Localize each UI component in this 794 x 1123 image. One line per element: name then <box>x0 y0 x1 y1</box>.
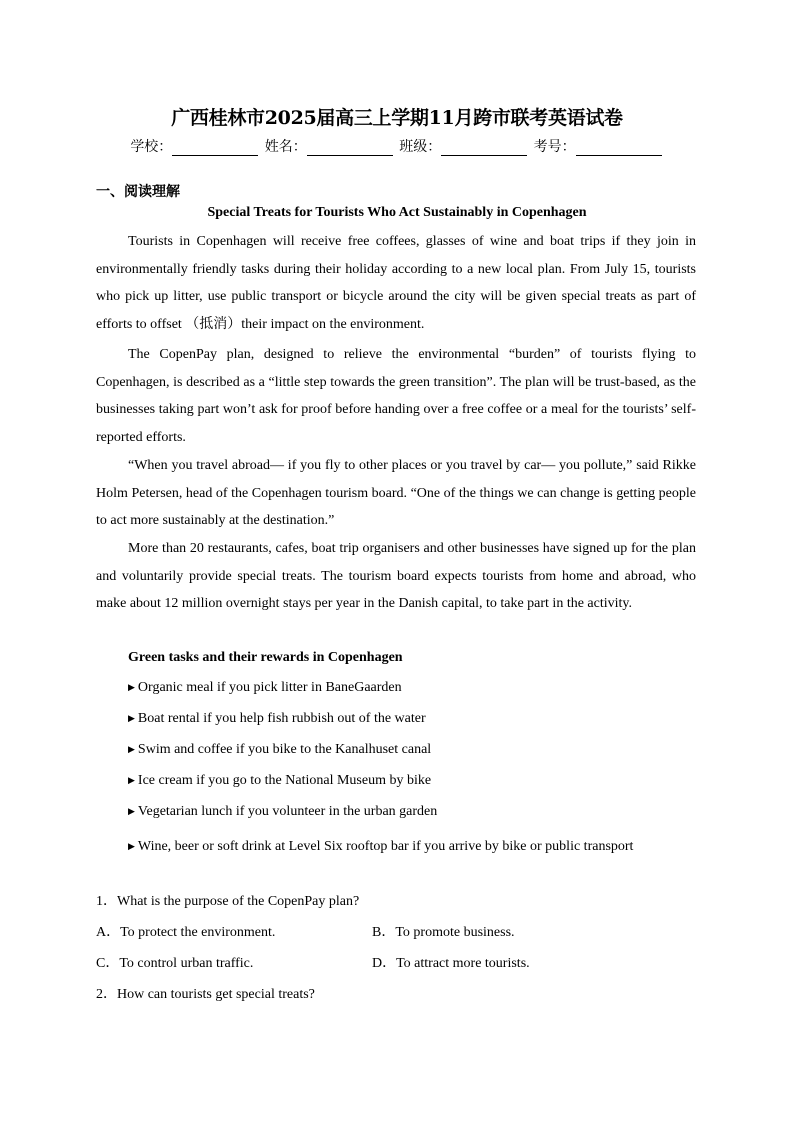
article-paragraph-3: “When you travel abroad— if you fly to other places or you travel by car— you pollute,” said Rikke Holm Petersen, head of the Copenhagen tourism board. “One of the things we can change is getting people to act more sustainably at the destination.” <box>96 458 696 529</box>
task-item: ▶ Swim and coffee if you bike to the Kanalhuset canal <box>128 742 432 757</box>
article-paragraph-1: Tourists in Copenhagen will receive free coffees, glasses of wine and boat trips if they join in environmentally friendly tasks during their holiday according to a new local plan. From July 15, tourists who pick up litter, use public transport or bicycle around the city will be given special treats as part of efforts to offset （抵消）their impact on the environment. <box>96 234 696 332</box>
green-tasks-title: Green tasks and their rewards in Copenhagen <box>128 650 403 665</box>
article-paragraph-2: The CopenPay plan, designed to relieve the environmental “burden” of tourists flying to Copenhagen, is described as a “little step towards the green transition”. The plan will be trust-based, as the businesses taking part won’t ask for proof before handing over a free coffee or a meal for the tourists’ self-reported efforts. <box>96 347 696 445</box>
triangle-bullet-icon: ▶ <box>128 713 135 723</box>
school-label: 学校： <box>130 139 173 155</box>
triangle-bullet-icon: ▶ <box>128 841 135 851</box>
task-item: ▶ Boat rental if you help fish rubbish out of the water <box>128 711 426 726</box>
question-1-option-a[interactable]: A．To protect the environment. <box>96 925 276 940</box>
class-label: 班级： <box>399 139 442 155</box>
article-paragraph-4: More than 20 restaurants, cafes, boat trip organisers and other businesses have signed up for the plan and voluntarily provide special treats. The tourism board expects tourists from home and abroad, who make about 12 million overnight stays per year in the Danish capital, to take part in the activity. <box>96 541 696 612</box>
name-blank[interactable] <box>307 141 393 156</box>
triangle-bullet-icon: ▶ <box>128 682 135 692</box>
page-title: 广西桂林市2025届高三上学期11月跨市联考英语试卷 <box>171 107 623 129</box>
article-title: Special Treats for Tourists Who Act Sustainably in Copenhagen <box>207 205 587 220</box>
student-info-line <box>0 136 794 156</box>
task-item: ▶ Organic meal if you pick litter in BaneGaarden <box>128 680 402 695</box>
task-item: ▶ Ice cream if you go to the National Museum by bike <box>128 773 432 788</box>
question-1-option-b[interactable]: B．To promote business. <box>372 925 515 940</box>
number-label: 考号： <box>533 139 576 155</box>
section-heading: 一、阅读理解 <box>96 184 180 200</box>
question-2-stem: 2．How can tourists get special treats? <box>96 987 315 1002</box>
question-1-option-d[interactable]: D．To attract more tourists. <box>372 956 530 971</box>
question-1-stem: 1．What is the purpose of the CopenPay plan? <box>96 894 360 909</box>
triangle-bullet-icon: ▶ <box>128 744 135 754</box>
triangle-bullet-icon: ▶ <box>128 806 135 816</box>
task-item: ▶ Vegetarian lunch if you volunteer in the urban garden <box>128 804 438 819</box>
question-1-option-c[interactable]: C．To control urban traffic. <box>96 956 254 971</box>
task-item: ▶ Wine, beer or soft drink at Level Six rooftop bar if you arrive by bike or public transport <box>128 839 634 854</box>
school-blank[interactable] <box>172 141 258 156</box>
number-blank[interactable] <box>576 141 662 156</box>
triangle-bullet-icon: ▶ <box>128 775 135 785</box>
class-blank[interactable] <box>441 141 527 156</box>
name-label: 姓名： <box>264 139 307 155</box>
